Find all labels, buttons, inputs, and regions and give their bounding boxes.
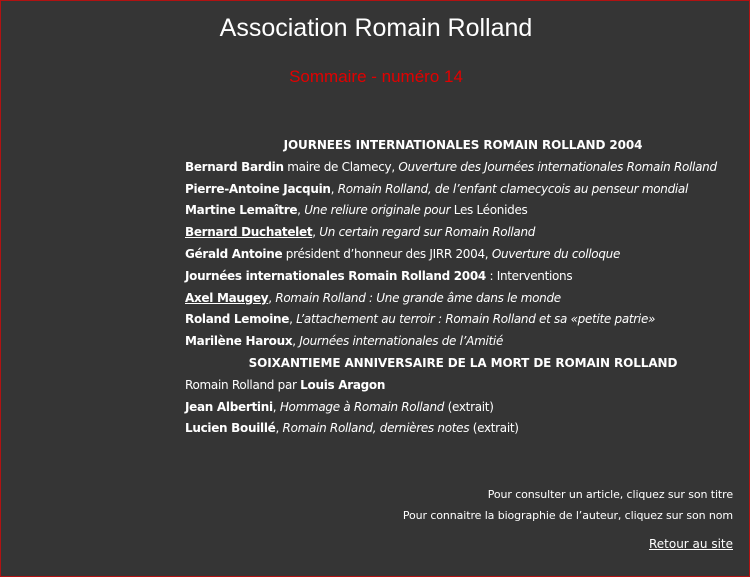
entry-detail: président d’honneur des JIRR 2004, (282, 246, 492, 261)
entry-detail: , (289, 312, 297, 327)
back-to-site-link[interactable]: Retour au site (648, 537, 733, 551)
section-link[interactable]: Journées internationales Romain Rolland 2004 (185, 268, 486, 283)
author-link[interactable]: Louis Aragon (300, 377, 386, 392)
article-title-link[interactable]: Ouverture du colloque (491, 246, 621, 261)
help-article-text: Pour consulter un article, cliquez sur son titre (487, 488, 733, 501)
toc-entry-albertini (185, 397, 741, 419)
article-title-link[interactable]: Romain Rolland : Une grande âme dans le monde (275, 290, 561, 305)
entry-detail: , (272, 399, 280, 414)
entry-detail: , (275, 421, 283, 436)
author-link[interactable]: Marilène Haroux (185, 334, 293, 349)
issue-title: Sommaire - numéro 14 (289, 67, 463, 86)
entry-suffix[interactable]: Les Léonides (450, 203, 528, 218)
author-link[interactable]: Roland Lemoine (185, 312, 290, 327)
author-link[interactable]: Axel Maugey (185, 290, 269, 305)
toc-entry-jacquin (185, 179, 741, 201)
author-link[interactable]: Martine Lemaître (185, 203, 298, 218)
entry-detail: , (330, 181, 338, 196)
table-of-contents (185, 135, 741, 440)
article-title-link[interactable]: Hommage à Romain Rolland (279, 399, 445, 414)
help-text (403, 484, 733, 526)
article-title-link[interactable]: Un certain regard sur Romain Rolland (319, 225, 536, 240)
entry-detail: , (268, 290, 276, 305)
article-title-link[interactable]: Romain Rolland, dernières notes (282, 421, 470, 436)
entry-prefix: Romain Rolland par (185, 377, 301, 392)
author-link[interactable]: Pierre-Antoine Jacquin (185, 181, 331, 196)
toc-entry-bouille (185, 418, 741, 440)
entry-detail: , (297, 203, 305, 218)
entry-suffix: (extrait) (469, 421, 519, 436)
article-title-link[interactable]: Ouverture des Journées internationales Romain Rolland (398, 159, 717, 174)
toc-entry-aragon (185, 375, 741, 397)
toc-entry-antoine (185, 244, 741, 266)
toc-entry-lemoine (185, 309, 741, 331)
toc-entry-bardin (185, 157, 741, 179)
author-link[interactable]: Gérald Antoine (185, 246, 283, 261)
entry-detail: maire de Clamecy, (283, 159, 399, 174)
entry-suffix: (extrait) (444, 399, 494, 414)
help-author-text: Pour connaitre la biographie de l’auteur, cliquez sur son nom (402, 509, 733, 522)
article-title-link[interactable]: Journées internationales de l’Amitié (299, 334, 504, 349)
entry-detail: , (292, 334, 300, 349)
author-link[interactable]: Bernard Duchatelet (185, 225, 313, 240)
toc-entry-duchatelet (185, 222, 741, 244)
author-link[interactable]: Lucien Bouillé (185, 421, 276, 436)
article-title-link[interactable]: Romain Rolland, de l’enfant clamecycois au penseur mondial (337, 181, 689, 196)
toc-entry-interventions (185, 266, 741, 288)
author-link[interactable]: Jean Albertini (185, 399, 273, 414)
author-link[interactable]: Bernard Bardin (185, 159, 284, 174)
toc-entry-haroux (185, 331, 741, 353)
toc-entry-lemaitre (185, 200, 741, 222)
article-title-link[interactable]: Une reliure originale pour (304, 203, 451, 218)
toc-entry-maugey (185, 288, 741, 310)
section-heading-anniversaire: SOIXANTIEME ANNIVERSAIRE DE LA MORT DE ROMAIN ROLLAND (248, 355, 678, 370)
site-title: Association Romain Rolland (219, 14, 533, 42)
entry-detail: : Interventions (485, 268, 573, 283)
entry-detail: , (312, 225, 320, 240)
section-heading-journees: JOURNEES INTERNATIONALES ROMAIN ROLLAND 2004 (283, 138, 643, 152)
article-title-link[interactable]: L’attachement au terroir : Romain Rolland et sa «petite patrie» (296, 312, 656, 327)
